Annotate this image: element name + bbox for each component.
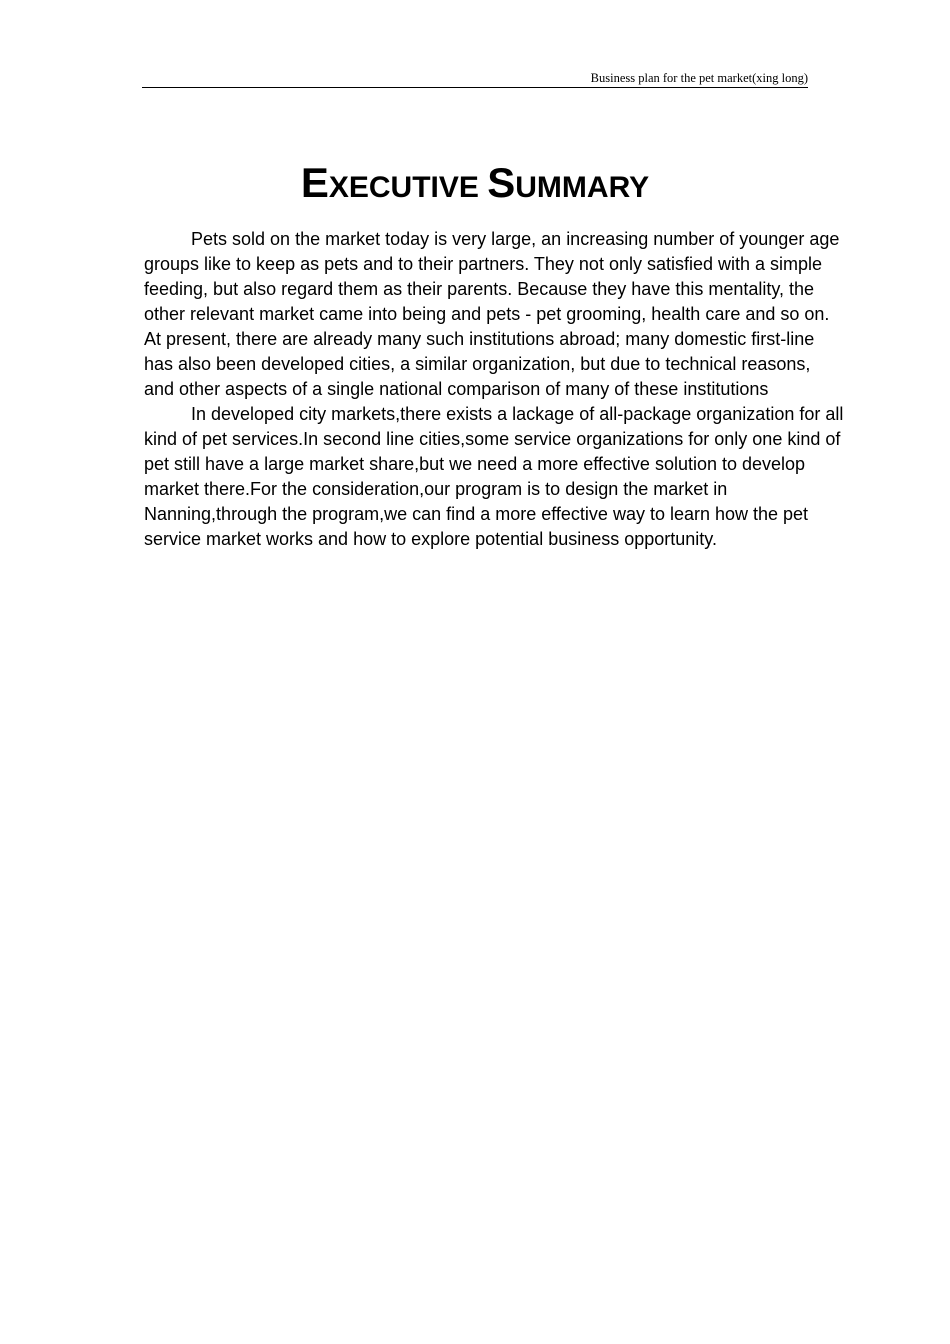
page-header-text: Business plan for the pet market(xing long) xyxy=(590,71,808,85)
title-word-executive: XECUTIVE xyxy=(328,171,479,205)
paragraph-2: In developed city markets,there exists a lackage of all-package organization for all kind of pet services.In second line cities,some service organizations for only one kind of pet still have a large market share,but we need a more effective solution to develop market there.For the consideration,our program is to design the market in Nanning,through the program,we can find a more effective way to learn how the pet service market works and how to explore potential business opportunity. xyxy=(144,404,844,549)
paragraph-1: Pets sold on the market today is very large, an increasing number of younger age groups like to keep as pets and to their partners. They not only satisfied with a simple feeding, but also regard them as their parents. Because they have this mentality, the other relevant market came into being and pets - pet grooming, health care and so on. At present, there are already many such institutions abroad; many domestic first-line has also been developed cities, a similar organization, but due to technical reasons, and other aspects of a single national comparison of many of these institutions xyxy=(144,229,840,399)
page-title xyxy=(0,156,950,215)
document-body xyxy=(144,227,844,552)
title-initial-s: S xyxy=(487,159,516,207)
page-header xyxy=(142,70,808,88)
title-initial-e: E xyxy=(300,159,329,207)
title-word-summary: UMMARY xyxy=(515,171,650,205)
